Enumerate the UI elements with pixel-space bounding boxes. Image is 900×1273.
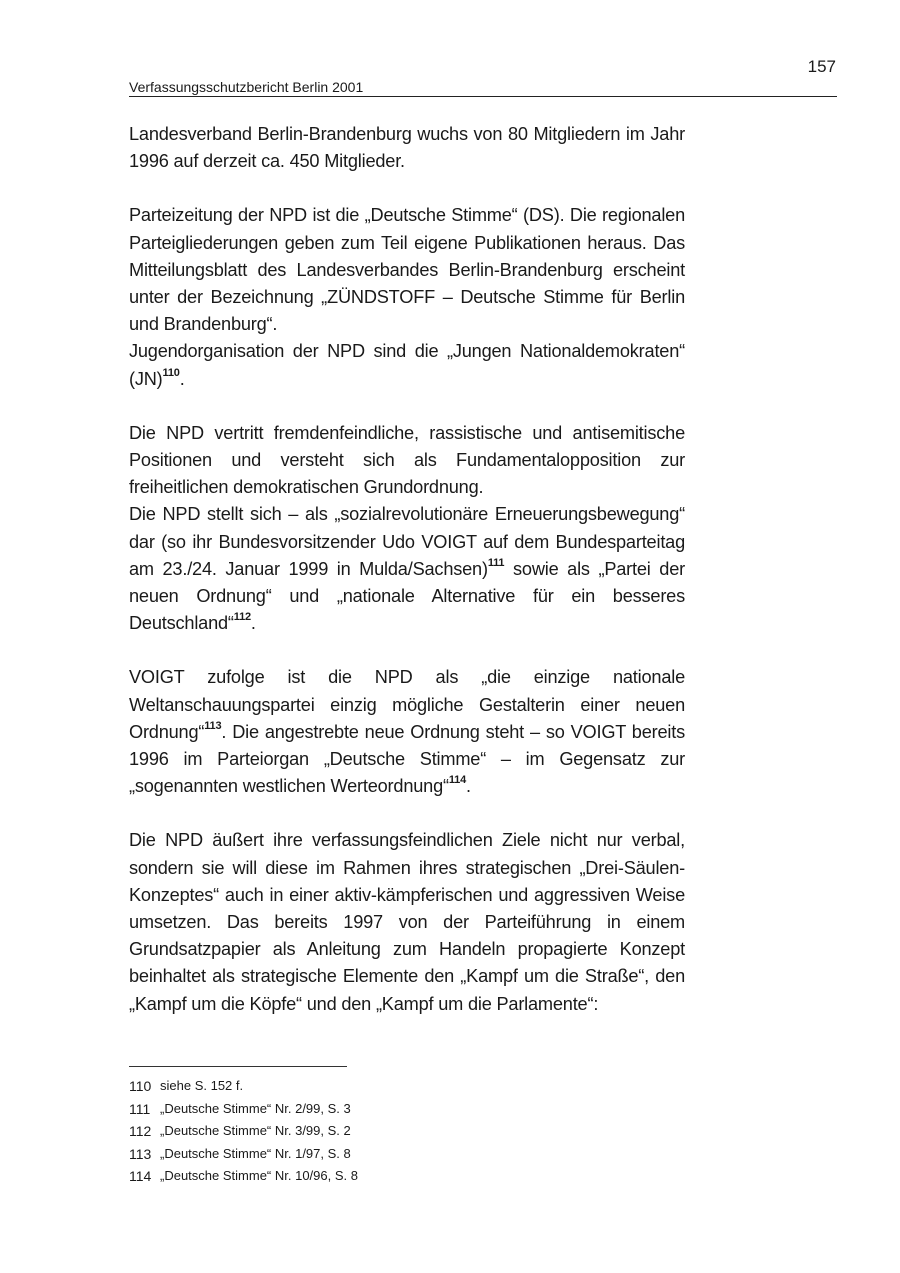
footnote-text: „Deutsche Stimme“ Nr. 1/97, S. 8 bbox=[160, 1145, 351, 1161]
page-number: 157 bbox=[807, 57, 836, 76]
footnote-text: „Deutsche Stimme“ Nr. 3/99, S. 2 bbox=[160, 1123, 351, 1139]
running-header: Verfassungsschutzbericht Berlin 2001 bbox=[129, 79, 364, 95]
paragraph-membership: Landesverband Berlin-Brandenburg wuchs von 80 Mitgliedern im Jahr 1996 auf derzeit ca. 450 Mitglieder. bbox=[129, 124, 685, 172]
paragraph-party-newspaper: Parteizeitung der NPD ist die „Deutsche Stimme“ (DS). Die regionalen Parteigliederungen geben zum Teil eigene Publikationen heraus. Das Mitteilungsblatt des Landesverbandes Berlin-Brandenburg erscheint unter der Bezeichnung „ZÜNDSTOFF – Deutsche Stimme für Berlin und Brandenburg“. bbox=[129, 205, 685, 335]
paragraph-youth-organisation: Jugendorganisation der NPD sind die „Jungen Nationaldemokraten“ (JN)$^{110}$. bbox=[129, 341, 685, 389]
body-text bbox=[129, 121, 685, 1018]
footnotes bbox=[129, 1075, 629, 1188]
footnote-number: 111 bbox=[129, 1100, 151, 1117]
footnote-rule bbox=[129, 1066, 347, 1067]
footnote-text: „Deutsche Stimme“ Nr. 10/96, S. 8 bbox=[160, 1168, 358, 1184]
footnote-number: 112 bbox=[129, 1123, 152, 1140]
paragraph-positions: Die NPD vertritt fremdenfeindliche, rassistische und antisemitische Positionen und versteht sich als Fundamentalopposition zur freiheitlichen demokratischen Grundordnung. bbox=[129, 422, 685, 498]
footnote-111 bbox=[129, 1098, 629, 1121]
paragraph-three-pillars: Die NPD äußert ihre verfassungsfeindlichen Ziele nicht nur verbal, sondern sie will diese im Rahmen ihres strategischen „Drei-Säulen-Konzeptes“ auch in einer aktiv-kämpferischen und aggressiven Weise umsetzen. Das bereits 1997 von der Parteiführung in einem Grundsatzpapier als Anleitung zum Handeln propagierte Konzept beinhaltet als strategische Elemente den „Kampf um die Straße“, den „Kampf um die Köpfe“ und den „Kampf um die Parlamente“: bbox=[129, 830, 685, 1014]
footnote-114 bbox=[129, 1165, 629, 1188]
footnote-ref-111[interactable]: 111 bbox=[487, 556, 505, 569]
paragraph-voigt: VOIGT zufolge ist die NPD als „die einzige nationale Weltanschauungspartei einzig mögliche Gestalterin einer neuen Ordnung“$^{113}$. Die angestrebte neue Ordnung steht – so VOIGT bereits 1996 im Parteiorgan „Deutsche Stimme“ – im Gegensatz zur „sogenannten westlichen Werteordnung“$^{114}$. bbox=[129, 667, 685, 797]
footnote-ref-114[interactable]: 114 bbox=[448, 774, 466, 787]
footnote-number: 113 bbox=[129, 1145, 152, 1162]
footnote-ref-112[interactable]: 112 bbox=[233, 611, 251, 624]
header-rule bbox=[129, 96, 837, 97]
footnote-ref-113[interactable]: 113 bbox=[204, 719, 222, 732]
footnote-text: „Deutsche Stimme“ Nr. 2/99, S. 3 bbox=[160, 1100, 351, 1116]
footnote-113 bbox=[129, 1143, 629, 1166]
footnote-number: 114 bbox=[129, 1168, 152, 1185]
footnote-ref-110[interactable]: 110 bbox=[162, 366, 180, 379]
footnote-text: siehe S. 152 f. bbox=[160, 1078, 244, 1093]
footnote-112 bbox=[129, 1120, 629, 1143]
footnote-110 bbox=[129, 1075, 629, 1098]
footnote-number: 110 bbox=[129, 1078, 152, 1094]
paragraph-self-description: Die NPD stellt sich – als „sozialrevolutionäre Erneuerungsbewegung“ dar (so ihr Bundesvorsitzender Udo VOIGT auf dem Bundesparteitag am 23./24. Januar 1999 in Mulda/Sachsen)$^{111}$ sowie als „Partei der neuen Ordnung“ und „nationale Alternative für ein besseres Deutschland“$^{112}$. bbox=[129, 504, 685, 634]
